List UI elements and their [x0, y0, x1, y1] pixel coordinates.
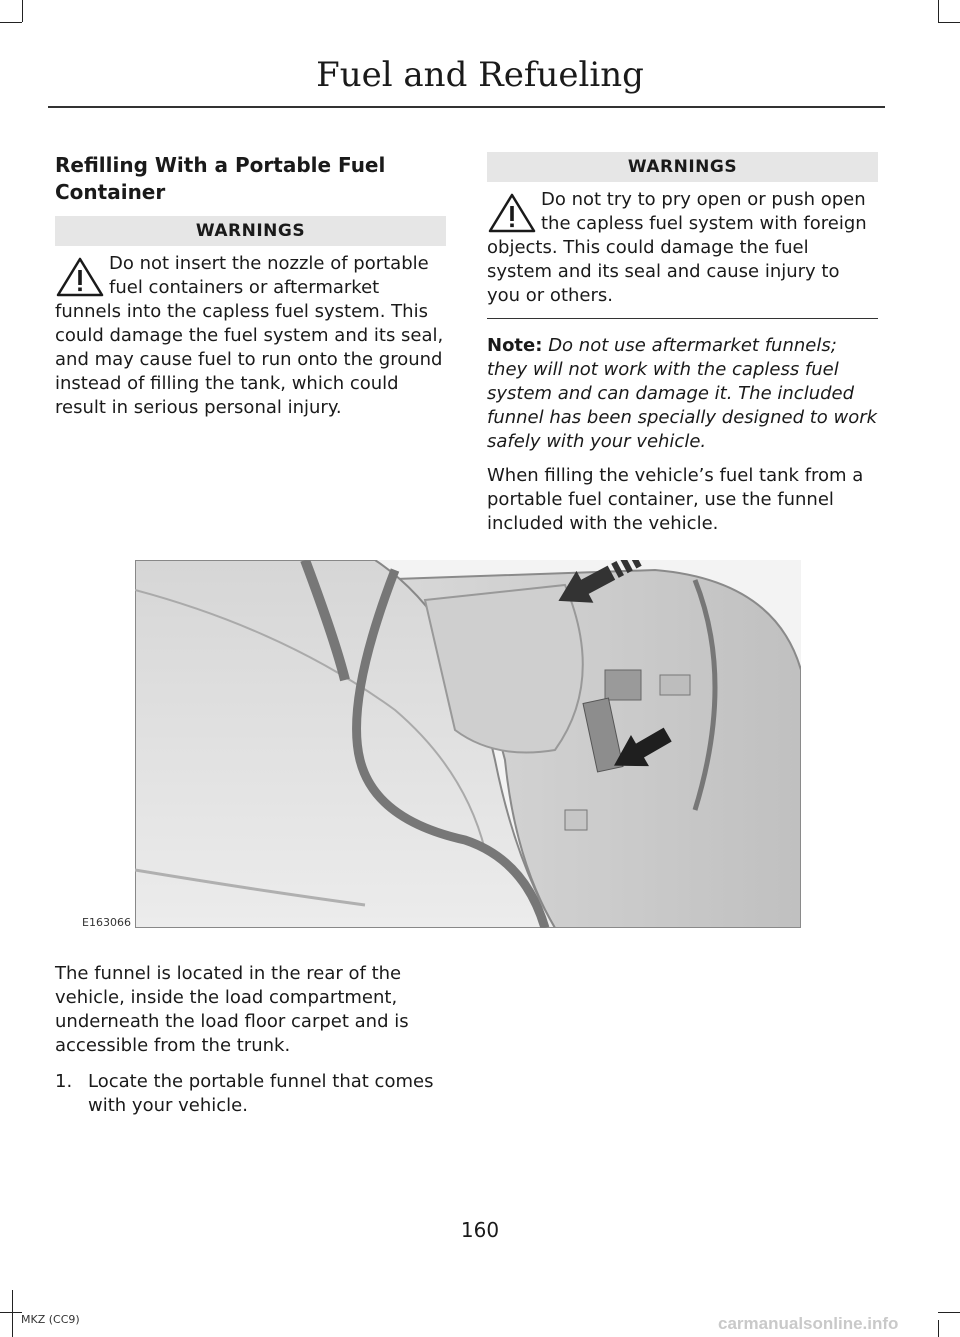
warning-body — [487, 188, 878, 308]
crop-mark — [938, 1312, 960, 1313]
list-item — [55, 1070, 446, 1118]
step-list — [55, 1070, 446, 1118]
crop-mark — [0, 1312, 22, 1313]
header-divider — [48, 106, 885, 108]
trunk-funnel-illustration — [135, 560, 801, 928]
crop-mark — [22, 0, 23, 22]
crop-mark — [0, 22, 22, 23]
funnel-location-section — [55, 962, 446, 1118]
step-text: Locate the portable funnel that comes with your vehicle. — [88, 1071, 434, 1116]
page-header-title: Fuel and Refueling — [316, 55, 644, 95]
crop-mark — [938, 22, 960, 23]
note-block — [487, 334, 878, 536]
warnings-label: WARNINGS — [55, 216, 446, 246]
right-warning-box — [487, 152, 878, 319]
warning-divider — [487, 318, 878, 319]
crop-mark — [12, 1290, 13, 1337]
warning-body — [55, 252, 446, 420]
page-number: 160 — [460, 1218, 500, 1242]
left-warning-box — [55, 216, 446, 420]
warning-text: Do not try to pry open or push open the capless fuel system with foreign objects. This could damage the fuel system and its seal and cause injury to you or others. — [487, 189, 867, 306]
step-number: 1. — [55, 1071, 73, 1092]
paragraph: The funnel is located in the rear of the vehicle, inside the load compartment, underneath the load floor carpet and is accessible from the trunk. — [55, 963, 409, 1056]
warnings-label: WARNINGS — [487, 152, 878, 182]
section-heading: Refilling With a Portable Fuel Container — [55, 153, 386, 204]
crop-mark — [938, 1320, 939, 1337]
footer-model: MKZ (CC9) — [21, 1313, 80, 1326]
watermark: carmanualsonline.info — [718, 1314, 899, 1333]
figure-code: E163066 — [82, 916, 131, 929]
warning-text: Do not insert the nozzle of portable fuel containers or aftermarket funnels into the capless fuel system. This could damage the fuel system and its seal, and may cause fuel to run onto the ground instead of filling the tank, which could result in serious personal injury. — [55, 253, 444, 418]
crop-mark — [938, 0, 939, 22]
warning-triangle-icon — [487, 192, 537, 234]
note-text: Do not use aftermarket funnels; they will not work with the capless fuel system and can damage it. The included funnel has been specially designed to work safely with your vehicle. — [487, 335, 878, 452]
paragraph: When filling the vehicle’s fuel tank from a portable fuel container, use the funnel included with the vehicle. — [487, 465, 864, 534]
note-label: Note: — [487, 335, 543, 356]
warning-triangle-icon — [55, 256, 105, 298]
